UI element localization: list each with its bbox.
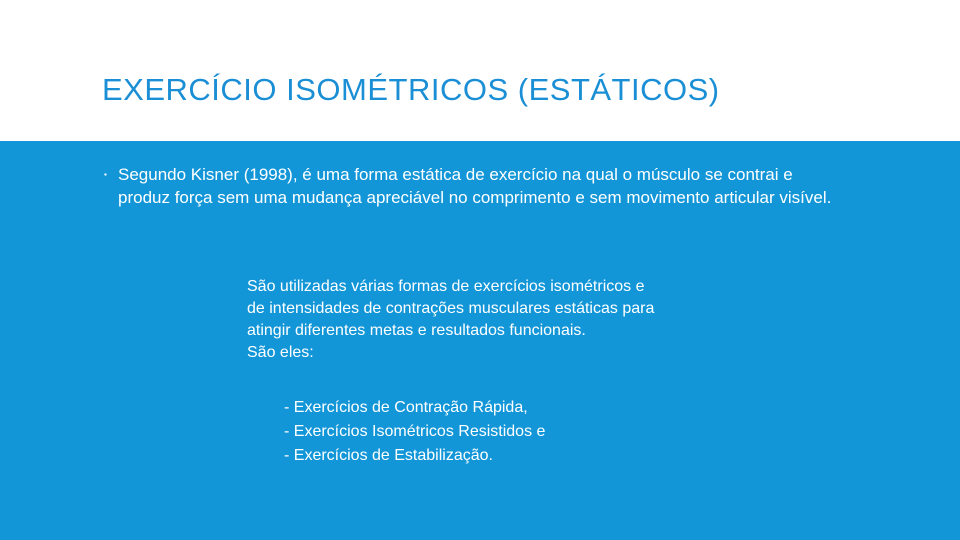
list-item: - Exercícios de Estabilização. xyxy=(284,447,493,464)
content-band xyxy=(0,141,960,540)
exercise-list xyxy=(284,396,545,468)
slide-title: EXERCÍCIO ISOMÉTRICOS (ESTÁTICOS) xyxy=(102,72,720,107)
bullet-marker-icon: ▪ xyxy=(104,170,107,179)
title-band xyxy=(0,14,960,141)
paragraph xyxy=(247,276,737,364)
paragraph-line: São eles: xyxy=(247,344,314,361)
paragraph-line: de intensidades de contrações musculares estáticas para xyxy=(247,300,655,317)
paragraph-line: atingir diferentes metas e resultados funcionais. xyxy=(247,322,586,339)
list-item: - Exercícios de Contração Rápida, xyxy=(284,399,528,416)
slide-top-margin xyxy=(0,0,960,14)
paragraph-line: São utilizadas várias formas de exercícios isométricos e xyxy=(247,278,645,295)
bullet-item xyxy=(104,163,844,209)
list-item: - Exercícios Isométricos Resistidos e xyxy=(284,423,546,440)
bullet-text: Segundo Kisner (1998), é uma forma estática de exercício na qual o músculo se contrai e produz força sem uma mudança apreciável no comprimento e sem movimento articular visível. xyxy=(118,165,832,207)
